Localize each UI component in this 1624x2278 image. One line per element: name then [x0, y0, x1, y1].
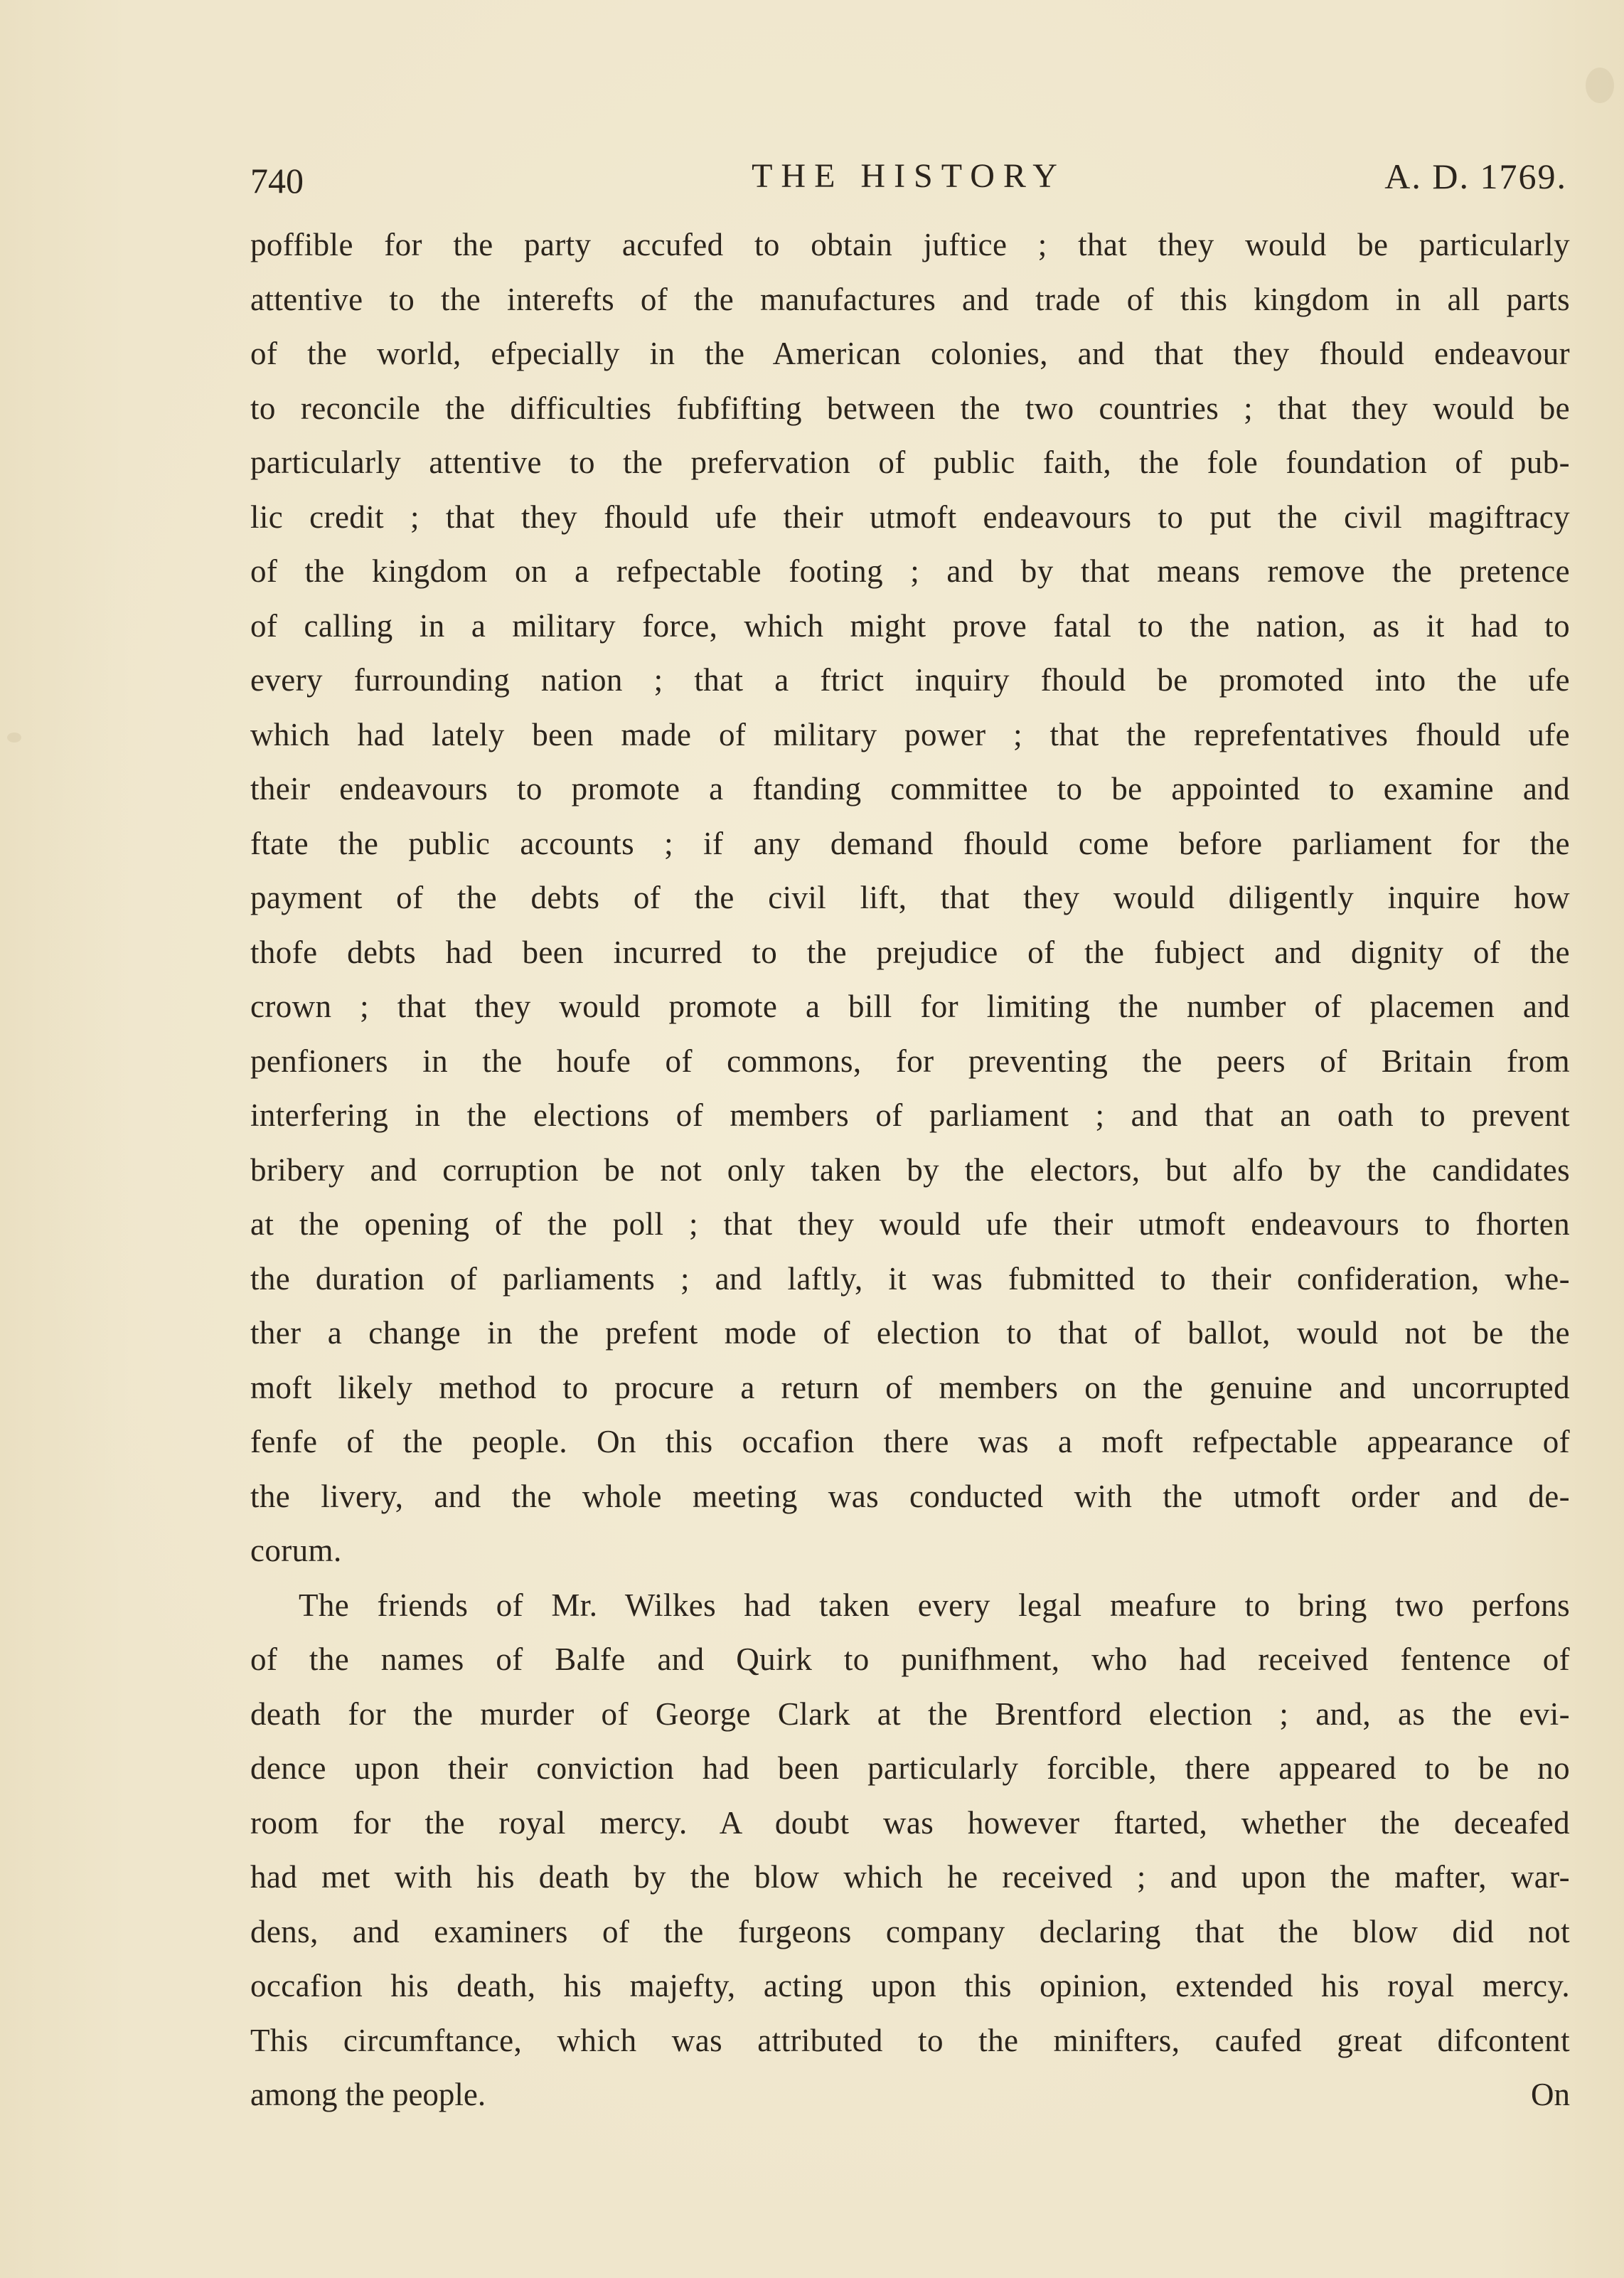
- text-line: their endeavours to promote a ftanding committee to be appointed to examine and: [250, 771, 1570, 807]
- body-text: [250, 218, 1570, 2122]
- paper-stain: [7, 733, 21, 743]
- text-line: occafion his death, his majefty, acting upon this opinion, extended his royal mercy.: [250, 1968, 1570, 2003]
- paper-stain: [1586, 68, 1614, 103]
- text-line: of the names of Balfe and Quirk to punifhment, who had received fentence of: [250, 1641, 1570, 1677]
- text-line: to reconcile the difficulties fubfifting between the two countries ; that they would be: [250, 390, 1570, 426]
- text-line: bribery and corruption be not only taken by the electors, but alfo by the candidates: [250, 1151, 1570, 1188]
- text-line: payment of the debts of the civil lift, that they would diligently inquire how: [250, 880, 1570, 915]
- text-line: of the world, efpecially in the American colonies, and that they fhould endeavour: [250, 336, 1570, 371]
- text-line: crown ; that they would promote a bill for limiting the number of placemen and: [250, 989, 1570, 1024]
- text-line: room for the royal mercy. A doubt was however ftarted, whether the deceafed: [250, 1804, 1570, 1841]
- final-row: [250, 2067, 1570, 2122]
- text-line: penfioners in the houfe of commons, for preventing the peers of Britain from: [250, 1043, 1570, 1079]
- text-line: fenfe of the people. On this occafion there was a moft refpectable appearance of: [250, 1424, 1570, 1459]
- text-line: the livery, and the whole meeting was conducted with the utmoft order and de-: [250, 1478, 1570, 1514]
- paragraph-2: [250, 1578, 1570, 2122]
- running-date: A. D. 1769.: [1384, 156, 1567, 196]
- page-number: 740: [250, 161, 304, 201]
- text-line: lic credit ; that they fhould ufe their utmoft endeavours to put the civil magiftracy: [250, 499, 1570, 535]
- text-line: The friends of Mr. Wilkes had taken every legal meafure to bring two perfons: [299, 1587, 1570, 1623]
- running-head: [250, 148, 1567, 205]
- text-line: among the people.: [250, 2077, 486, 2112]
- text-line: of calling in a military force, which might prove fatal to the nation, as it had to: [250, 607, 1570, 644]
- text-line: dens, and examiners of the furgeons company declaring that the blow did not: [250, 1913, 1570, 1949]
- text-line: at the opening of the poll ; that they would ufe their utmoft endeavours to fhorten: [250, 1206, 1570, 1242]
- text-line: ther a change in the prefent mode of election to that of ballot, would not be the: [250, 1315, 1570, 1351]
- text-line: death for the murder of George Clark at the Brentford election ; and, as the evi-: [250, 1696, 1570, 1732]
- paragraph-1: [250, 218, 1570, 1578]
- text-line: which had lately been made of military power ; that the reprefentatives fhould ufe: [250, 716, 1570, 752]
- text-line: poffible for the party accufed to obtain juftice ; that they would be particularly: [250, 227, 1570, 262]
- text-line: every furrounding nation ; that a ftrict inquiry fhould be promoted into the ufe: [250, 662, 1570, 698]
- text-line: had met with his death by the blow which he received ; and upon the mafter, war-: [250, 1859, 1570, 1895]
- catchword: On: [1531, 2077, 1570, 2112]
- text-line: particularly attentive to the prefervation of public faith, the fole foundation of pub-: [250, 445, 1570, 480]
- text-line: the duration of parliaments ; and laftly, it was fubmitted to their confideration, whe-: [250, 1260, 1570, 1297]
- text-line: moft likely method to procure a return of members on the genuine and uncorrupted: [250, 1369, 1570, 1405]
- text-line: thofe debts had been incurred to the prejudice of the fubject and dignity of the: [250, 934, 1570, 970]
- running-title: THE HISTORY: [752, 157, 1066, 195]
- text-line: corum.: [250, 1533, 342, 1568]
- text-line: dence upon their conviction had been particularly forcible, there appeared to be no: [250, 1750, 1570, 1786]
- text-line: This circumftance, which was attributed to the minifters, caufed great difcontent: [250, 2022, 1570, 2058]
- text-line: attentive to the interefts of the manufactures and trade of this kingdom in all parts: [250, 281, 1570, 317]
- text-line: of the kingdom on a refpectable footing ; and by that means remove the pretence: [250, 553, 1570, 589]
- text-line: interfering in the elections of members of parliament ; and that an oath to prevent: [250, 1097, 1570, 1133]
- text-line: ftate the public accounts ; if any demand fhould come before parliament for the: [250, 825, 1570, 861]
